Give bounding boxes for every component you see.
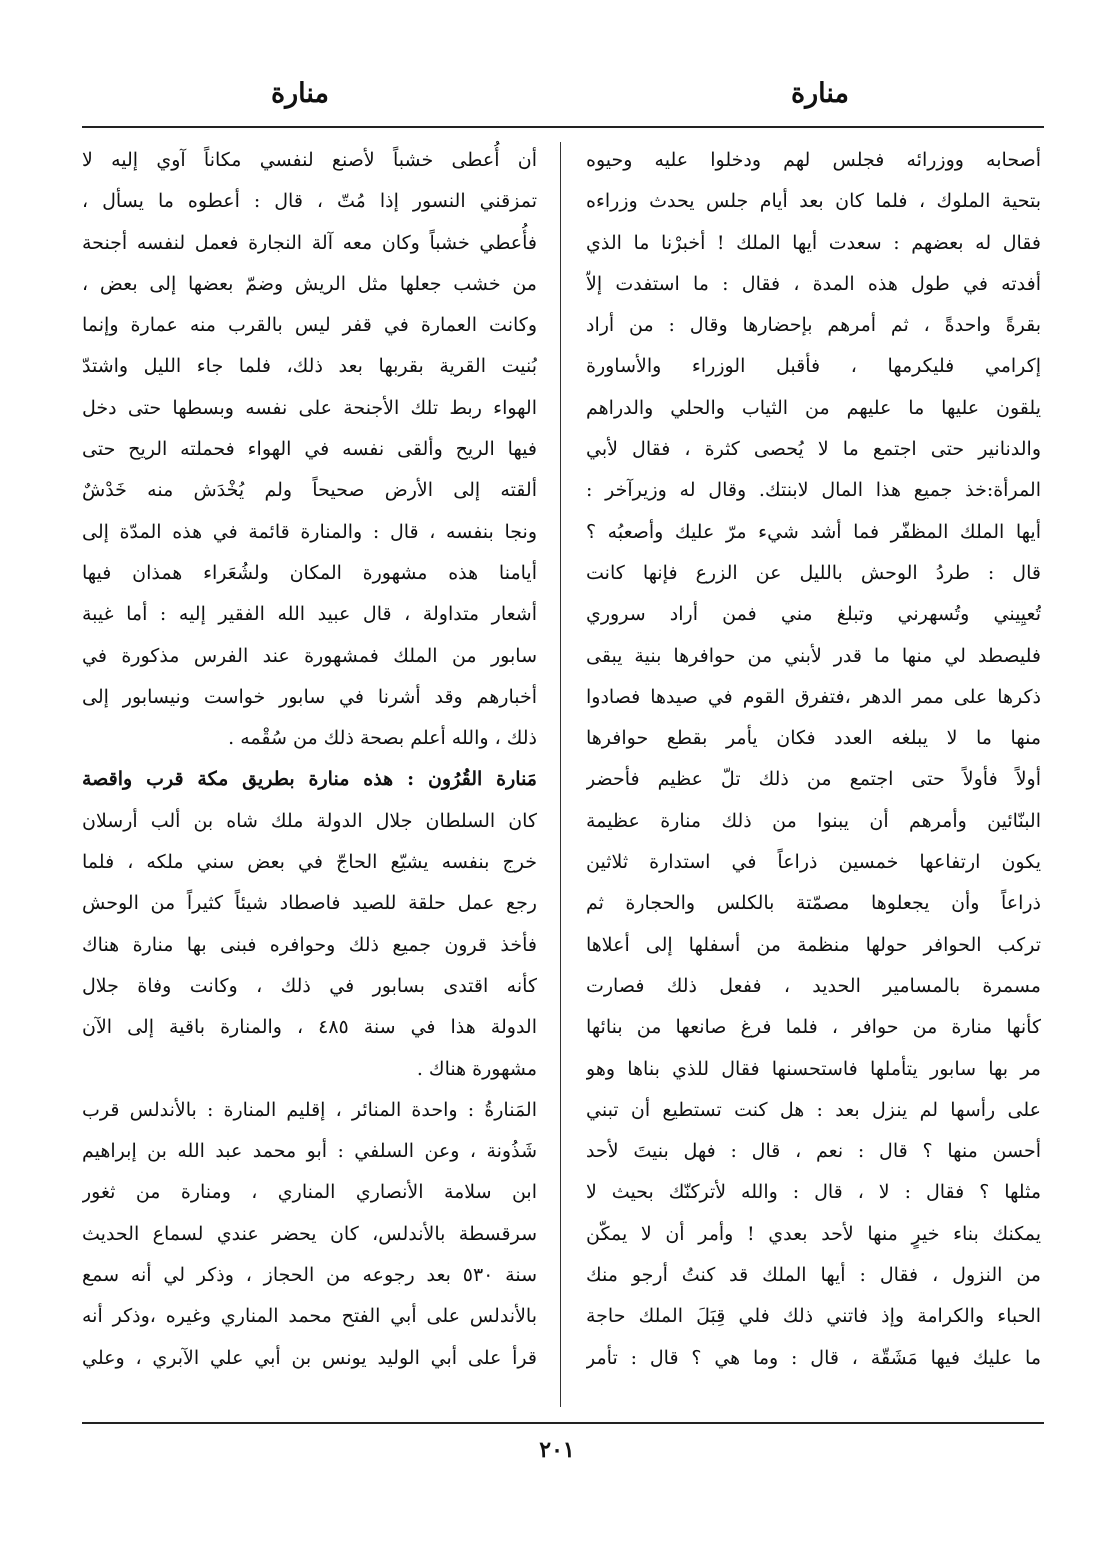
text-line: أشعار متداولة ، قال عبيد الله الفقير إليه : أما غيبة: [82, 603, 537, 626]
text-line: المرأة:خذ جميع هذا المال لابنتك. وقال له وزيرآخر :: [586, 479, 1041, 502]
column-divider: [560, 142, 561, 1407]
running-header-right: منارة: [790, 78, 850, 109]
text-line: كأنها منارة من حوافر ، فلما فرغ صانعها من بنائها: [586, 1016, 1041, 1039]
text-line: بُنيت القرية بقربها بعد ذلك، فلما جاء الليل واشتدّ: [82, 355, 537, 378]
text-line: على رأسها لم ينزل بعد : هل كنت تستطيع أن تبني: [586, 1098, 1041, 1121]
text-line: يكون ارتفاعها خمسين ذراعاً في استدارة ثلاثين: [586, 851, 1041, 874]
text-line: ذلك ، والله أعلم بصحة ذلك من سُقْمه .: [228, 727, 537, 750]
text-line: أيامنا هذه مشهورة المكان ولشُعَراء همذان فيها: [82, 561, 537, 584]
text-line: الدولة هذا في سنة ٤٨٥ ، والمنارة باقية إلى الآن: [82, 1016, 537, 1039]
text-line: تركب الحوافر حولها منظمة من أسفلها إلى أعلاها: [586, 933, 1041, 956]
right-column: [586, 140, 1041, 1379]
text-line: خرج بنفسه يشيّع الحاجّ في بعض سني ملكه ، فلما: [82, 851, 537, 874]
text-line: سنة ٥٣٠ بعد رجوعه من الحجاز ، وذكر لي أنه سمع: [82, 1264, 537, 1287]
text-line: مر بها سابور يتأملها فاستحسنها فقال للذي بناها وهو: [586, 1057, 1041, 1080]
text-line: الهواء ربط تلك الأجنحة على نفسه وبسطها حتى دخل: [82, 396, 537, 419]
text-line: سابور من الملك فمشهورة عند الفرس مذكورة في: [82, 644, 537, 667]
text-line: أولاً فأولاً حتى اجتمع من ذلك تلّ عظيم فأحضر: [586, 768, 1041, 791]
text-line: كان السلطان جلال الدولة ملك شاه بن ألب أرسلان: [82, 809, 537, 832]
text-line: يلقون عليها ما عليهم من الثياب والحلي والدراهم: [586, 396, 1041, 419]
text-line: أن أُعطى خشباً لأصنع لنفسي مكاناً آوي إليه لا: [82, 149, 537, 171]
text-line: البنّائين وأمرهم أن يبنوا من ذلك منارة عظيمة: [586, 809, 1041, 832]
text-line: بتحية الملوك ، فلما كان بعد أيام جلس يحدث وزراءه: [586, 190, 1041, 213]
text-line: ذكرها على ممر الدهر ،فتفرق القوم في صيدها فصادوا: [586, 685, 1041, 708]
entry-heading-line: مَنارة القُرُون : هذه منارة بطريق مكة قرب واقصة: [82, 768, 537, 791]
text-line: أصحابه ووزرائه فجلس لهم ودخلوا عليه وحيوه: [586, 149, 1041, 171]
text-line: ذراعاً وأن يجعلوها مصمّتة بالكلس والحجارة ثم: [586, 892, 1041, 915]
text-line: شَذُونة ، وعن السلفي : أبو محمد عبد الله بن إبراهيم: [82, 1140, 537, 1163]
bottom-rule: [82, 1422, 1044, 1424]
top-rule: [82, 126, 1044, 128]
text-line: أحسن منها ؟ قال : نعم ، قال : فهل بنيتَ لأحد: [586, 1140, 1041, 1163]
text-line: إكرامي فليكرمها ، فأقبل الوزراء والأساورة: [586, 355, 1041, 378]
text-line: سرقسطة بالأندلس، كان يحضر عندي لسماع الحديث: [82, 1222, 537, 1245]
left-column: [82, 140, 537, 1379]
text-line: أيها الملك المظفّر فما أشد شيء مرّ عليك وأصعبُه ؟: [586, 520, 1041, 543]
text-line: من خشب جعلها مثل الريش وضمّ بعضها إلى بعض ،: [82, 272, 537, 295]
text-line: ما عليك فيها مَشَقّة ، قال : وما هي ؟ قال : تأمر: [586, 1346, 1041, 1369]
text-line: مسمرة بالمسامير الحديد ، ففعل ذلك فصارت: [586, 974, 1041, 997]
text-line: منها ما لا يبلغه العدد فكان يأمر بقطع حوافرها: [586, 727, 1041, 750]
text-line: أخبارهم وقد أشرنا في سابور خواست ونيسابور إلى: [82, 685, 537, 708]
text-line: يمكنك بناء خيرٍ منها لأحد بعدي ! وأمر أن لا يمكّن: [586, 1222, 1041, 1245]
text-line: وكانت العمارة في قفر ليس بالقرب منه عمارة وإنما: [82, 314, 537, 337]
text-line: ونجا بنفسه ، قال : والمنارة قائمة في هذه المدّة إلى: [82, 520, 537, 543]
text-line: بقرةً واحدةً ، ثم أمرهم بإحضارها وقال : من أراد: [586, 314, 1041, 337]
text-line: فأخذ قرون جميع ذلك وحوافره فبنى بها منارة هناك: [82, 933, 537, 956]
running-header-left: منارة: [270, 78, 330, 109]
text-line: تُعيِيني وتُسهرني وتبلغ مني فمن أراد سروري: [586, 603, 1041, 626]
text-line: فقال له بعضهم : سعدت أيها الملك ! أخبرْنا ما الذي: [586, 231, 1041, 254]
text-line: بالأندلس على أبي الفتح محمد المناري وغيره ،وذكر أنه: [82, 1305, 537, 1328]
text-line: ابن سلامة الأنصاري المناري ، ومنارة من ثغور: [82, 1181, 537, 1204]
text-line: كأنه اقتدى بسابور في ذلك ، وكانت وفاة جلال: [82, 974, 537, 997]
text-line: قرأ على أبي الوليد يونس بن أبي علي الآبري ، وعلي: [82, 1346, 537, 1369]
text-line: من النزول ، فقال : أيها الملك قد كنتُ أرجو منك: [586, 1264, 1041, 1287]
page-number: ٢٠١: [539, 1437, 575, 1463]
text-line: مشهورة هناك .: [416, 1057, 537, 1080]
text-line: والدنانير حتى اجتمع ما لا يُحصى كثرة ، فقال لأبي: [586, 438, 1041, 461]
text-line: فليصطد لي منها ما قدر لأبني من حوافرها بنية يبقى: [586, 644, 1041, 667]
text-line: ألقته إلى الأرض صحيحاً ولم يُخْدَش منه خَدْشٌ: [82, 479, 537, 502]
text-line: الحباء والكرامة وإذ فاتني ذلك فلي قِبَلَ الملك حاجة: [586, 1305, 1041, 1328]
text-line: فأُعطي خشباً وكان معه آلة النجارة فعمل لنفسه أجنحة: [82, 231, 537, 254]
text-line: تمزقني النسور إذا مُتّ ، قال : أعطوه ما يسأل ،: [82, 190, 537, 213]
text-line: أفدته في طول هذه المدة ، فقال : ما استفدت إلاّ: [586, 272, 1041, 295]
text-line: رجع عمل حلقة للصيد فاصطاد شيئاً كثيراً من الوحش: [82, 892, 537, 915]
text-line: فيها الريح وألقى نفسه في الهواء فحملته الريح حتى: [82, 438, 537, 461]
text-line: مثلها ؟ فقال : لا ، قال : والله لأتركنّك بحيث لا: [586, 1181, 1041, 1204]
text-line: قال : طردُ الوحش بالليل عن الزرع فإنها كانت: [586, 561, 1041, 584]
entry-heading-line: المَنارةُ : واحدة المنائر ، إقليم المنارة : بالأندلس قرب: [82, 1098, 537, 1121]
